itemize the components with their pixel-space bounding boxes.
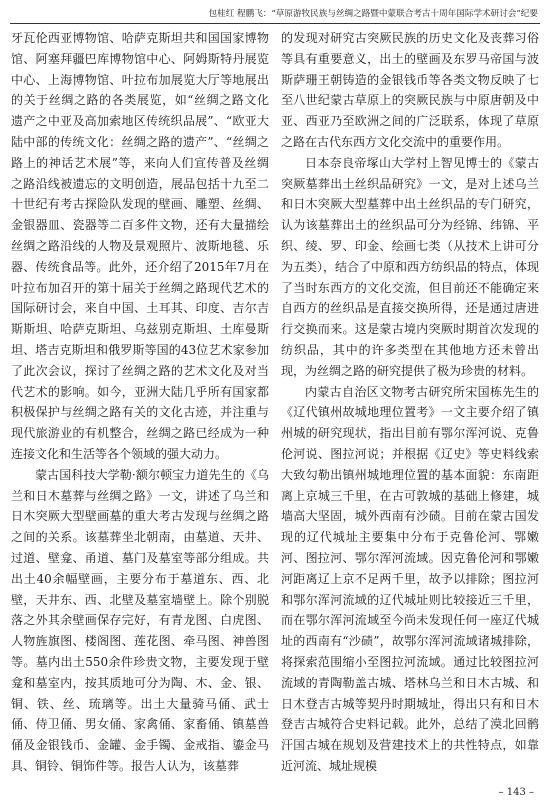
running-header: 包桂红 程鹏飞：“草原游牧民族与丝绸之路暨中蒙联合考古十周年国际学术研讨会”纪要 xyxy=(208,9,538,19)
right-column xyxy=(281,28,539,780)
left-column xyxy=(11,28,269,780)
paragraph: 的发现对研究古突厥民族的历史文化及丧葬习俗等具有重要意义，出土的壁画及东罗马帝国与波斯萨珊王朝铸造的金银钱币等各类文物反映了七至八世纪蒙古草原上的突厥民族与中原唐朝及中亚、西亚乃至欧洲之间的广泛联系，体现了草原之路在古代东西方文化交流中的重要作用。 xyxy=(281,31,539,149)
paragraph: 蒙古国科技大学勒·额尔顿宝力道先生的《乌兰和日木墓葬与丝绸之路》一文，讲述了乌兰和日木突厥大型壁画墓的重大考古发现与丝绸之路之间的关系。该墓葬坐北朝南，由墓道、天井、过道、壁龛、甬道、墓门及墓室等部分组成。共出土40余幅壁画，主要分布于墓道东、西、北壁，天井东、西、北壁及墓室墙壁上。除个别脱落之外其余壁画保存完好，有青龙图、白虎图、人物旌旗图、楼阁图、莲花图、牵马图、神兽图等。墓内出土550余件珍贵文物，主要发现于壁龛和墓室内，按其质地可分为陶、木、金、银、铜、铁、丝、琉璃等。出土大量骑马俑、武士俑、侍卫俑、男女俑、家禽俑、家畜俑、镇墓兽俑及金银钱币、金罐、金手镯、金戒指、鎏金马具、铜铃、铜饰件等。报告人认为，该墓葬 xyxy=(11,467,269,773)
body-columns xyxy=(11,28,539,780)
header-rule xyxy=(10,23,540,24)
paragraph: 日本奈良帝塚山大学村上智见博士的《蒙古突厥墓葬出土丝织品研究》一文，是对上述乌兰和日木突厥大型墓葬中出土丝织品的专门研究，认为该墓葬出土的丝织品可分为经锦、纬锦、平织、绫、罗、印金、绘画七类（从技术上讲可分为五类），结合了中原和西方纺织品的特点，体现了当时东西方的文化交流，但目前还不能确定来自西方的丝织品是直接交换所得，还是通过唐进行交换而来。这是蒙古境内突厥时期首次发现的纺织品，其中的许多类型在其他地方还未曾出现，为丝绸之路的研究提供了极为珍贵的材料。 xyxy=(281,155,539,378)
paragraph: 牙瓦伦西亚博物馆、哈萨克斯坦共和国国家博物馆、阿塞拜疆巴库博物馆中心、阿姆斯特丹展览中心、上海博物馆、叶拉布加展览大厅等地展出的关于丝绸之路的各类展览，如“丝绸之路文化遗产之中亚及高加索地区传统织品展”、“欧亚大陆中部的传统文化：丝绸之路的遗产”、“丝绸之路上的神话艺术展”等，来向人们宣传普及丝绸之路沿线被遗忘的文明创造，展品包括十九至二十世纪有考古探险队发现的壁画、雕塑、丝绸、金银器皿、瓷器等二百多件文物，还有大量描绘丝绸之路沿线的人物及景观照片、波斯地毯、乐器、传统食品等。此外，还介绍了2015年7月在叶拉布加召开的第十届关于丝绸之路现代艺术的国际研讨会，来自中国、土耳其、印度、吉尔吉斯斯坦、哈萨克斯坦、乌兹别克斯坦、土库曼斯坦、塔吉克斯坦和俄罗斯等国的43位艺术家参加了此次会议，探讨了丝绸之路的艺术文化及对当代艺术的影响。如今，亚洲大陆几乎所有国家都积极保护与丝绸之路有关的文化古迹，并注重与现代旅游业的有机整合，丝绸之路已经成为一种连接文化和生活等各个领域的强大动力。 xyxy=(11,31,269,461)
paragraph: 内蒙古自治区文物考古研究所宋国栋先生的《辽代镇州故城地理位置考》一文主要介绍了镇州城的研究现状，指出目前有鄂尔浑河说、克鲁伦河说、图拉河说；并根据《辽史》等史料线索大致勾勒出镇州城地理位置的基本面貌：东南距离上京城三千里，在古可敦城的基础上修建，城墙高大坚固，城外西南有沙碛。目前在蒙古国发现的辽代城址主要集中分布于克鲁伦河、鄂嫩河、图拉河、鄂尔浑河流域。因克鲁伦河和鄂嫩河距离辽上京不足两千里，故予以排除；图拉河和鄂尔浑河流域的辽代城址则比较接近三千里，而在鄂尔浑河流域至今尚未发现任何一座辽代城址的西南有“沙碛”，故鄂尔浑河流域诸城排除，将探索范围缩小至图拉河流域。通过比较图拉河流域的青陶勒盖古城、塔林乌兰和日木古城、和日木登吉古城等契丹时期城址，得出只有和日木登吉古城符合史料记载。此外，总结了漠北回鹘汗国古城在规划及营建技术上的共性特点，如靠近河流、城址规模 xyxy=(281,384,539,773)
page-number: – 143 – xyxy=(498,787,534,798)
